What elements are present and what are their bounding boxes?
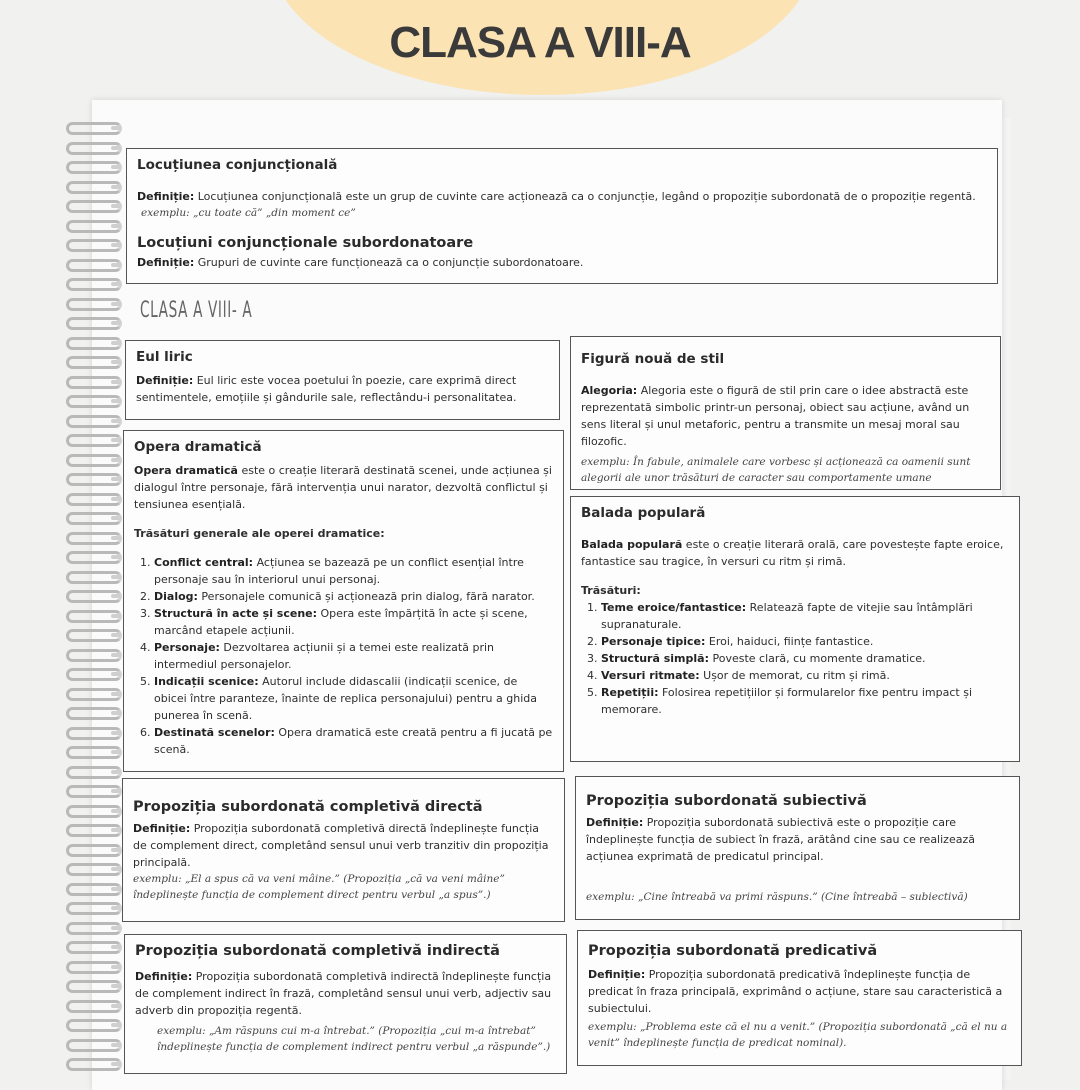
spiral-coil — [66, 454, 122, 467]
predicativa-box — [577, 930, 1022, 1066]
eul-liric-box — [125, 340, 560, 420]
spiral-coil — [66, 376, 122, 389]
spiral-coil — [66, 181, 122, 194]
list-item: 6. Destinată scenelor: Opera dramatică este creată pentru a fi jucată pe scenă. — [154, 724, 553, 758]
spiral-coil — [66, 278, 122, 291]
example-text: exemplu: „Cine întreabă va primi răspuns.” (Cine întreabă – subiectivă) — [586, 891, 968, 903]
spiral-coil — [66, 434, 122, 447]
spiral-coil — [66, 961, 122, 974]
list-item: 1. Teme eroice/fantastice: Relatează fapte de vitejie sau întâmplări supranaturale. — [601, 599, 1009, 633]
opera-text: este o creație literară destinată scenei, unde acțiunea și dialogul între personaje, fără intervenția unui narator, dezvoltă conflictul și tensiunea esențială. — [134, 464, 552, 511]
spiral-coil — [66, 863, 122, 876]
balada-title: Balada populară — [581, 505, 706, 521]
subiectiva-box — [575, 776, 1020, 920]
spiral-coil — [66, 473, 122, 486]
balada-box — [570, 496, 1020, 762]
list-item: 5. Indicații scenice: Autorul include didascalii (indicații scenice, de obicei între paranteze, înainte de replica personajului) pentru a ghida punerea în scenă. — [154, 673, 553, 724]
list-item: 2. Personaje tipice: Eroi, haiduci, ființe fantastice. — [601, 633, 1009, 650]
spiral-coil — [66, 922, 122, 935]
balada-label: Balada populară — [581, 538, 683, 551]
spiral-coil — [66, 902, 122, 915]
list-item: 1. Conflict central: Acțiunea se bazează pe un conflict esențial între personaje sau în interiorul unui personaj. — [154, 554, 553, 588]
predicativa-title: Propoziția subordonată predicativă — [588, 943, 878, 959]
opera-traits-title: Trăsături generale ale operei dramatice: — [134, 527, 385, 540]
spiral-coil — [66, 200, 122, 213]
spiral-coil — [66, 629, 122, 642]
locutiunea-title: Locuțiunea conjuncțională — [137, 157, 338, 173]
spiral-coil — [66, 532, 122, 545]
spiral-coil — [66, 337, 122, 350]
def-label: Definiție: — [137, 256, 195, 269]
spiral-coil — [66, 844, 122, 857]
spiral-coil — [66, 571, 122, 584]
example-text: exemplu: În fabule, animalele care vorbesc și acționează ca oamenii sunt alegorii ale unor trăsături de caracter sau comportamente umane — [581, 456, 971, 484]
def-label: Definiție: — [586, 816, 644, 829]
spiral-coil — [66, 668, 122, 681]
list-item: 3. Structură simplă: Poveste clară, cu momente dramatice. — [601, 650, 1009, 667]
list-item: 4. Personaje: Dezvoltarea acțiunii și a temei este realizată prin intermediul personajelor. — [154, 639, 553, 673]
spiral-coil — [66, 317, 122, 330]
spiral-coil — [66, 512, 122, 525]
spiral-coil — [66, 590, 122, 603]
spiral-coil — [66, 551, 122, 564]
example-text: exemplu: „El a spus că va veni mâine.” (Propoziția „că va veni mâine” îndeplinește funcția de complement direct pentru verbul „a spus”.) — [133, 873, 505, 901]
example-text: exemplu: „cu toate că” „din moment ce” — [141, 207, 356, 219]
spiral-coil — [66, 239, 122, 252]
balada-text: este o creație literară orală, care povestește fapte eroice, fantastice sau tragice, în versuri cu ritm și rimă. — [581, 538, 1004, 568]
spiral-coil — [66, 415, 122, 428]
def-label: Definiție: — [136, 374, 194, 387]
spiral-coil — [66, 746, 122, 759]
spiral-coil — [66, 493, 122, 506]
spiral-coil — [66, 1019, 122, 1032]
completiva-indirecta-box — [124, 934, 567, 1074]
spiral-coil — [66, 727, 122, 740]
list-item: 2. Dialog: Personajele comunică și acționează prin dialog, fără narator. — [154, 588, 553, 605]
spiral-coil — [66, 805, 122, 818]
spiral-coil — [66, 824, 122, 837]
opera-dramatica-box — [123, 430, 564, 772]
def-label: Definiție: — [588, 968, 646, 981]
locutiuni-sub-title: Locuțiuni conjuncționale subordonatoare — [137, 235, 474, 251]
alegoria-label: Alegoria: — [581, 384, 638, 397]
spiral-coil — [66, 161, 122, 174]
def-text: Eul liric este vocea poetului în poezie, care exprimă direct sentimentele, emoțiile și gândurile sale, reflectându-i personalitatea. — [136, 374, 517, 404]
spiral-coil — [66, 883, 122, 896]
list-item: 3. Structură în acte și scene: Opera este împărțită în acte și scene, marcând etapele acțiunii. — [154, 605, 553, 639]
spiral-coil — [66, 980, 122, 993]
eul-liric-title: Eul liric — [136, 349, 193, 365]
spiral-coil — [66, 1000, 122, 1013]
def-text: Locuțiunea conjuncțională este un grup de cuvinte care acționează ca o conjuncție, legând o propoziție subordonată de o propoziție regentă. — [194, 190, 976, 203]
spiral-coil — [66, 395, 122, 408]
list-item: 5. Repetiții: Folosirea repetițiilor și formularelor fixe pentru impact și memorare. — [601, 684, 1009, 718]
alegoria-text: Alegoria este o figură de stil prin care o idee abstractă este reprezentată simbolic printr-un personaj, obiect sau acțiune, având un sens literal și unul metaforic, pentru a transmite un mesaj moral sau filozofic. — [581, 384, 970, 448]
spiral-coil — [66, 220, 122, 233]
balada-traits-title: Trăsături: — [581, 584, 641, 597]
spiral-coil — [66, 122, 122, 135]
spiral-coil — [66, 259, 122, 272]
spiral-coil — [66, 766, 122, 779]
list-item: 4. Versuri ritmate: Ușor de memorat, cu ritm și rimă. — [601, 667, 1009, 684]
figura-box — [570, 336, 1001, 490]
spiral-coil — [66, 941, 122, 954]
example-text: exemplu: „Problema este că el nu a venit.” (Propoziția subordonată „că el nu a venit” îndeplinește funcția de predicat nominal). — [588, 1021, 1008, 1049]
indirecta-title: Propoziția subordonată completivă indirectă — [135, 943, 500, 959]
completiva-directa-box — [122, 778, 565, 922]
banner-title: CLASA A VIII-A — [389, 18, 691, 67]
opera-label: Opera dramatică — [134, 464, 238, 477]
subiectiva-title: Propoziția subordonată subiectivă — [586, 793, 867, 809]
def-text: Propoziția subordonată completivă directă îndeplinește funcția de complement direct, completând sensul unui verb tranzitiv din propoziția principală. — [133, 822, 549, 869]
spiral-coil — [66, 356, 122, 369]
spiral-coil — [66, 688, 122, 701]
def-text: Propoziția subordonată predicativă îndeplinește funcția de predicat în fraza principală, exprimând o acțiune, stare sau caracteristică a subiectului. — [588, 968, 1003, 1015]
spiral-coil — [66, 785, 122, 798]
spiral-coil — [66, 1058, 122, 1071]
spiral-coil — [66, 142, 122, 155]
def-text: Propoziția subordonată completivă indirectă îndeplinește funcția de complement indirect în frază, completând sensul unui verb, adjectiv sau adverb din propoziția regentă. — [135, 970, 552, 1017]
def-label: Definiție: — [133, 822, 191, 835]
def-label: Definiție: — [135, 970, 193, 983]
spiral-coil — [66, 707, 122, 720]
spiral-coil — [66, 649, 122, 662]
example-text: exemplu: „Am răspuns cui m-a întrebat.” (Propoziția „cui m-a întrebat” îndeplinește funcția de complement indirect pentru verbul „a răspunde”.) — [157, 1025, 551, 1053]
def-label: Definiție: — [137, 190, 195, 203]
spiral-coil — [66, 610, 122, 623]
spiral-coil — [66, 1039, 122, 1052]
opera-title: Opera dramatică — [134, 439, 262, 455]
balada-traits-list — [581, 599, 1009, 718]
def-text: Grupuri de cuvinte care funcționează ca o conjuncție subordonatoare. — [194, 256, 584, 269]
figura-title: Figură nouă de stil — [581, 351, 725, 367]
def-text: Propoziția subordonată subiectivă este o propoziție care îndeplinește funcția de subiect în frază, arătând cine sau ce realizează acțiunea exprimată de predicatul principal. — [586, 816, 975, 863]
handwritten-heading: CLASA A VIII- A — [140, 298, 253, 323]
opera-traits-list — [134, 554, 553, 758]
locutiunea-box — [126, 148, 998, 284]
directa-title: Propoziția subordonată completivă directă — [133, 799, 483, 815]
spiral-coil — [66, 298, 122, 311]
